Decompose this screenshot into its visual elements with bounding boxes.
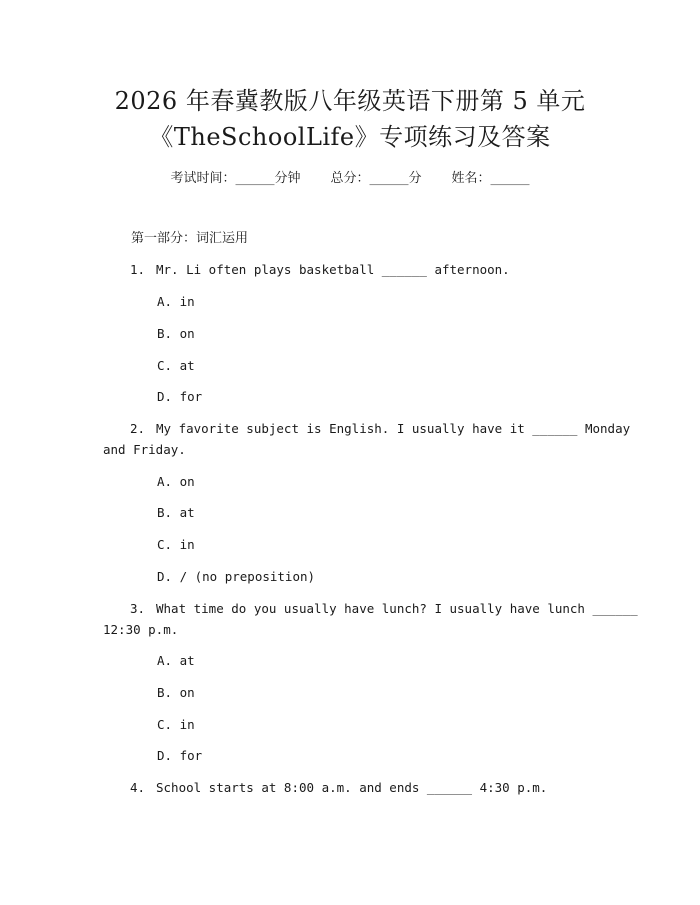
question-1-text: Mr. Li often plays basketball ______ afternoon.	[156, 262, 510, 277]
question-3-number: 3.	[130, 601, 146, 616]
question-2-option-c: C. in	[157, 537, 195, 552]
question-2-continuation: and Friday.	[103, 442, 186, 457]
exam-meta	[0, 170, 700, 188]
question-3-option-d: D. for	[157, 748, 203, 763]
question-2-number: 2.	[130, 421, 146, 436]
question-3-text: What time do you usually have lunch? I usually have lunch ______	[156, 601, 638, 616]
question-1-number: 1.	[130, 262, 146, 277]
question-4-text: School starts at 8:00 a.m. and ends ______ 4:30 p.m.	[156, 780, 548, 795]
question-2-text: My favorite subject is English. I usually have it ______ Monday	[156, 421, 631, 436]
question-2-option-a: A. on	[157, 474, 195, 489]
question-4-number: 4.	[130, 780, 146, 795]
question-2-option-b: B. at	[157, 505, 195, 520]
section-heading: 第一部分：词汇运用	[131, 231, 249, 246]
exam-score: 总分：______分	[330, 171, 422, 186]
question-3-option-c: C. in	[157, 717, 195, 732]
question-1-option-c: C. at	[157, 358, 195, 373]
question-3-option-b: B. on	[157, 685, 195, 700]
question-1-option-a: A. in	[157, 294, 195, 309]
doc-title-line1: 2026 年春冀教版八年级英语下册第 5 单元	[114, 87, 586, 115]
doc-title-line2: 《TheSchoolLife》专项练习及答案	[149, 123, 551, 151]
question-1-option-d: D. for	[157, 389, 203, 404]
question-3-option-a: A. at	[157, 653, 195, 668]
exam-time: 考试时间：______分钟	[170, 171, 301, 186]
question-1-option-b: B. on	[157, 326, 195, 341]
question-3-continuation: 12:30 p.m.	[103, 622, 179, 637]
question-2-option-d: D. / (no preposition)	[157, 569, 316, 584]
exam-name: 姓名：______	[451, 171, 530, 186]
